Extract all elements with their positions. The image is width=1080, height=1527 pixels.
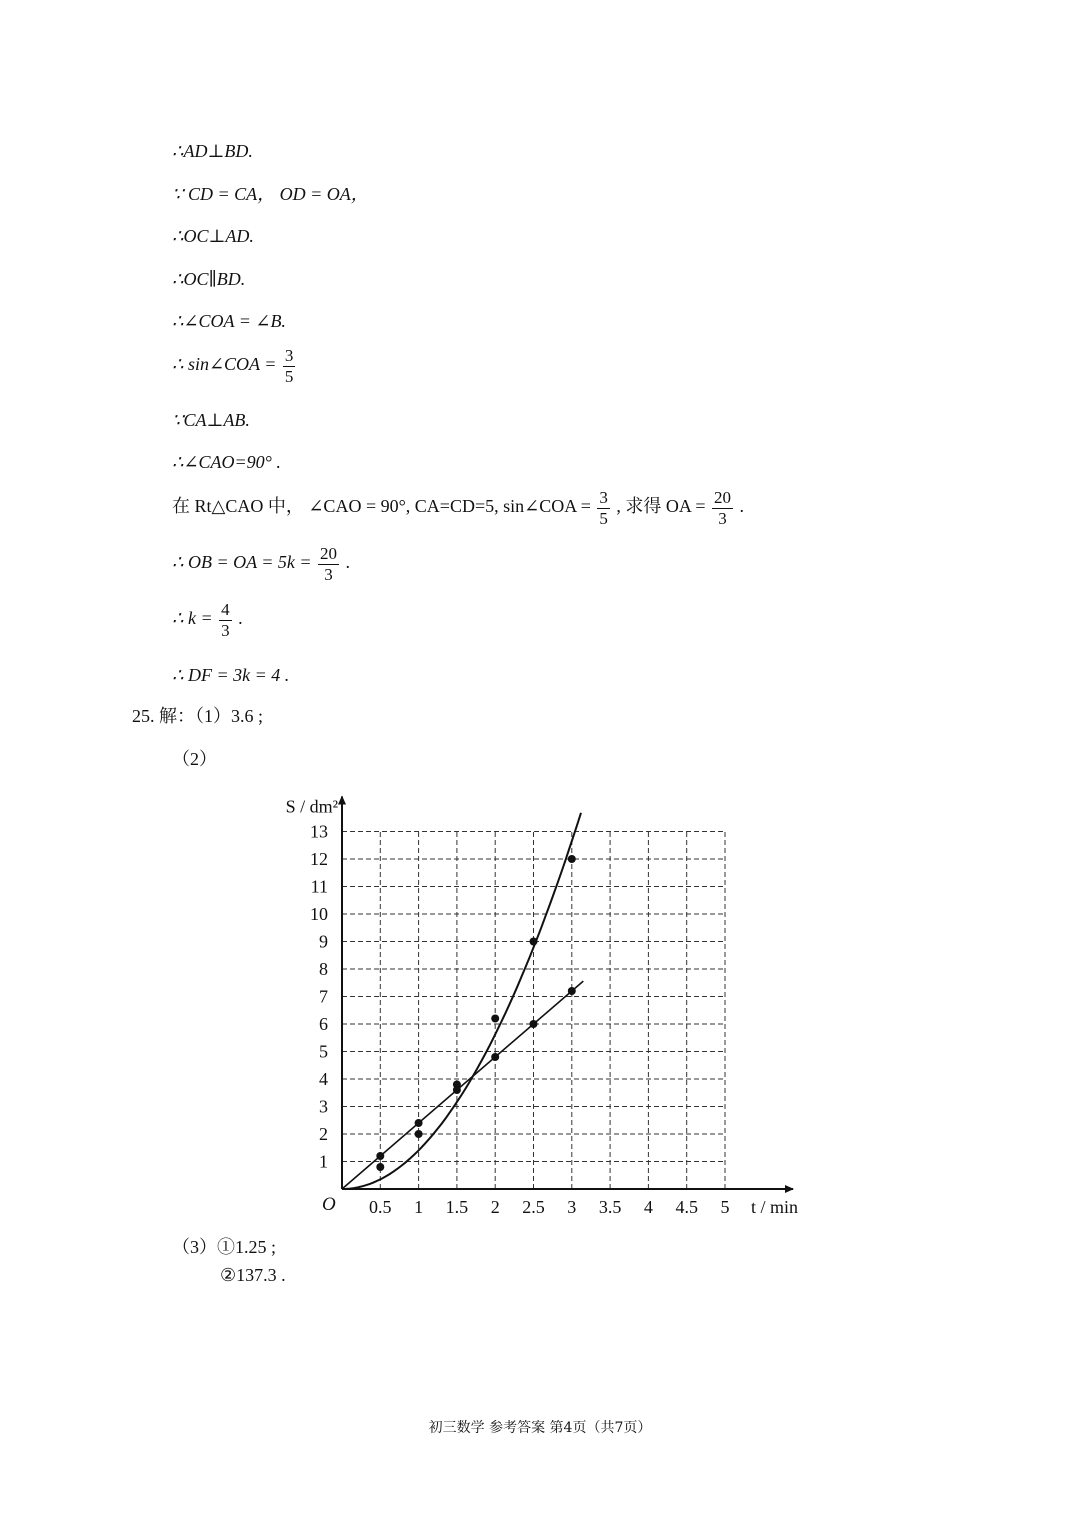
proof-line-3: ∴OC⊥AD. <box>172 226 254 246</box>
data-point <box>568 855 576 863</box>
y-tick-label: 6 <box>319 1014 328 1034</box>
x-axis-label: t / min <box>751 1197 799 1217</box>
y-tick-label: 7 <box>319 986 328 1007</box>
tick-labels <box>310 822 730 1218</box>
x-tick-label: 2 <box>490 1197 500 1217</box>
x-tick-label: 3 <box>567 1197 577 1217</box>
y-tick-label: 12 <box>310 849 328 869</box>
data-point <box>376 1152 384 1160</box>
fraction: $\frac{20}{3}$ <box>714 488 732 528</box>
x-tick-label: 4.5 <box>675 1197 698 1217</box>
chart-grid <box>342 832 725 1190</box>
chart-series <box>342 813 583 1189</box>
proof-line-9: 在 Rt△CAO 中， ∠CAO = 90°, CA=CD=5, sin∠COA = $\frac{3}{5}$ , 求得 OA = $\frac{20}{3}$ . <box>172 488 745 528</box>
page-footer: 初三数学 参考答案 第4页（共7页） <box>428 1420 652 1436</box>
data-point <box>415 1130 423 1138</box>
x-tick-label: 1.5 <box>445 1197 469 1217</box>
x-tick-label: 0.5 <box>369 1197 392 1217</box>
series-curve <box>342 813 581 1189</box>
proof-line-4: ∴OC∥BD. <box>172 269 246 289</box>
data-point <box>453 1086 461 1094</box>
fraction: $\frac{4}{3}$ <box>221 600 230 640</box>
data-point <box>568 987 576 995</box>
x-tick-label: 1 <box>414 1197 424 1217</box>
y-tick-label: 8 <box>319 959 328 979</box>
y-tick-label: 4 <box>319 1069 328 1089</box>
y-tick-label: 13 <box>310 821 328 842</box>
question-25-part-3b: ②137.3 . <box>220 1265 286 1285</box>
proof-line-5: ∴∠COA = ∠B. <box>172 311 286 331</box>
data-point <box>530 1020 538 1028</box>
y-tick-label: 10 <box>310 904 328 924</box>
question-25-part-1: 25. 解：（1）3.6 ; <box>132 706 264 726</box>
y-tick-label: 11 <box>310 876 328 897</box>
data-point <box>376 1163 384 1171</box>
fraction: $\frac{20}{3}$ <box>320 544 338 584</box>
proof-line-12: ∴ DF = 3k = 4 . <box>172 665 290 685</box>
y-tick-label: 5 <box>319 1041 328 1062</box>
y-tick-label: 1 <box>319 1151 328 1172</box>
data-point <box>415 1119 423 1127</box>
y-tick-label: 3 <box>319 1096 328 1117</box>
question-25-part-3a: （3）①1.25 ; <box>172 1237 277 1257</box>
y-tick-label: 2 <box>319 1124 328 1144</box>
proof-line-6: ∴ sin∠COA = $\frac{3}{5}$ <box>172 346 294 386</box>
proof-line-1: ∴AD⊥BD. <box>172 141 253 161</box>
data-point <box>491 1053 499 1061</box>
fraction: $\frac{3}{5}$ <box>599 488 608 528</box>
proof-line-7: ∵CA⊥AB. <box>172 410 250 430</box>
question-25-part-2: （2） <box>172 749 217 769</box>
origin-label: O <box>322 1194 336 1215</box>
x-tick-label: 2.5 <box>522 1197 545 1217</box>
s-t-chart <box>270 790 830 1230</box>
y-tick-label: 9 <box>319 931 328 952</box>
proof-line-2: ∵ CD = CA， OD = OA， <box>172 184 369 204</box>
fraction: $\frac{3}{5}$ <box>284 346 294 386</box>
proof-line-11: ∴ k = $\frac{4}{3}$ . <box>172 600 243 640</box>
data-point <box>491 1015 499 1023</box>
x-tick-label: 5 <box>720 1197 730 1217</box>
proof-line-10: ∴ OB = OA = 5k = $\frac{20}{3}$ . <box>172 544 351 584</box>
y-axis-label: S / dm² <box>285 796 338 817</box>
proof-line-8: ∴∠CAO=90° . <box>172 452 281 472</box>
x-tick-label: 3.5 <box>598 1197 622 1217</box>
x-tick-label: 4 <box>643 1197 653 1217</box>
data-point <box>530 938 538 946</box>
